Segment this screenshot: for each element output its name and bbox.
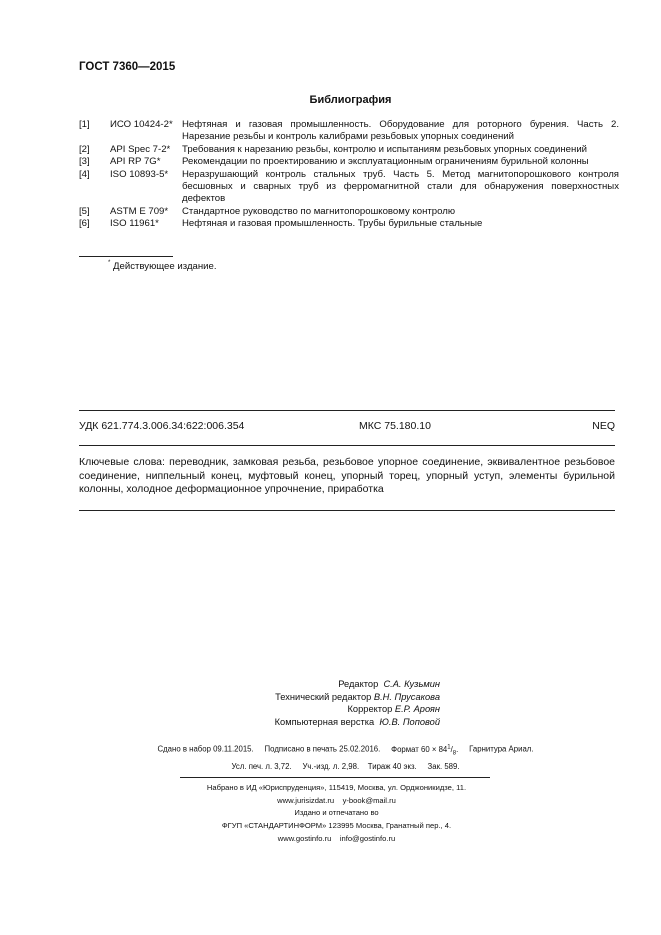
divider xyxy=(79,510,615,511)
format-denominator: 8 xyxy=(452,750,457,757)
divider xyxy=(79,445,615,446)
credit-role: Редактор xyxy=(338,679,379,689)
typeface: Гарнитура Ариал. xyxy=(469,744,534,754)
credit-line xyxy=(140,716,440,729)
credit-role: Корректор xyxy=(347,704,393,715)
mks-code: МКС 75.180.10 xyxy=(359,420,431,432)
entry-reference: ИСО 10424-2* xyxy=(110,119,173,130)
publisher-email-link[interactable]: y-book@mail.ru xyxy=(342,795,396,805)
entry-description: Нефтяная и газовая промышленность. Оборудование для роторного бурения. Часть 2. Нарезание резьбы и контроль калибрами резьбовых упорных соединений xyxy=(182,119,619,143)
credit-name: С.А. Кузьмин xyxy=(383,679,440,689)
submitted-date: Сдано в набор 09.11.2015. xyxy=(157,744,254,754)
credit-role: Технический редактор xyxy=(275,691,372,702)
entry-number: [6] xyxy=(79,218,90,230)
bibliography-entry xyxy=(79,119,619,144)
printer-site-link[interactable]: www.gostinfo.ru xyxy=(277,833,332,843)
credits xyxy=(140,678,440,729)
entry-number: [2] xyxy=(79,143,90,155)
publisher-line: Издано и отпечатано во xyxy=(294,808,379,818)
credit-role: Компьютерная верстка xyxy=(274,717,375,728)
bibliography-title: Библиография xyxy=(309,94,392,106)
entry-number: [3] xyxy=(79,156,90,168)
credit-line xyxy=(140,678,440,691)
copies: Тираж 40 экз. xyxy=(367,762,417,772)
entry-reference: ISO 10893-5* xyxy=(110,168,169,180)
entry-reference: ISO 11961* xyxy=(110,218,159,230)
publisher-site-link[interactable]: www.jurisizdat.ru xyxy=(277,795,335,805)
udk-code: УДК 621.774.3.006.34:622:006.354 xyxy=(79,420,245,432)
bibliography-list xyxy=(79,119,619,231)
credit-name: Е.Р. Ароян xyxy=(394,704,440,715)
publishing-sheets: Уч.-изд. л. 2,98. xyxy=(302,762,360,772)
bibliography-entry xyxy=(79,169,619,206)
printer-email-link[interactable]: info@gostinfo.ru xyxy=(339,833,396,843)
entry-description: Стандартное руководство по магнитопорошковому контролю xyxy=(182,205,456,217)
bibliography-entry xyxy=(79,218,619,230)
keywords: Ключевые слова: переводник, замковая резьба, резьбовое упорное соединение, эквивалентное резьбовое соединение, ниппельный конец, муфтовый конец, упорный торец, упорный уступ, элементы бурильной колонны, холодное деформационное упрочнение, приработка xyxy=(79,456,615,496)
print-info xyxy=(0,740,661,774)
print-info-line-2 xyxy=(30,760,661,774)
format-numerator: 1 xyxy=(447,744,451,750)
credit-line xyxy=(140,703,440,716)
print-info-line-1 xyxy=(30,740,661,760)
printer-contacts xyxy=(12,833,661,846)
divider xyxy=(180,777,490,778)
document-code: ГОСТ 7360—2015 xyxy=(79,61,176,73)
entry-reference: API RP 7G* xyxy=(110,156,161,168)
footnote-text: Действующее издание. xyxy=(113,261,217,272)
entry-reference: API Spec 7-2* xyxy=(110,143,171,155)
order-number: Зак. 589. xyxy=(427,762,460,772)
neq-mark: NEQ xyxy=(592,420,615,432)
credit-line xyxy=(140,691,440,704)
signed-date: Подписано в печать 25.02.2016. xyxy=(264,744,381,754)
format-prefix: Формат 60 × 84 xyxy=(391,744,448,754)
print-sheets: Усл. печ. л. 3,72. xyxy=(231,762,292,772)
footnote xyxy=(108,261,217,272)
entry-description: Нефтяная и газовая промышленность. Трубы бурильные стальные xyxy=(182,218,483,230)
credit-name: В.Н. Прусакова xyxy=(373,691,440,702)
bibliography-entry xyxy=(79,206,619,218)
publisher-contacts xyxy=(12,795,661,808)
footnote-separator xyxy=(79,256,173,257)
entry-description: Неразрушающий контроль стальных труб. Часть 5. Метод магнитопорошкового контроля бесшовных и сварных труб из ферромагнитной стали для обнаружения поверхностных дефектов xyxy=(182,168,619,205)
footnote-marker: * xyxy=(108,260,111,266)
entry-description: Требования к нарезанию резьбы, контролю и испытаниям резьбовых упорных соединений xyxy=(182,143,588,155)
publisher-line: ФГУП «СТАНДАРТИНФОРМ» 123995 Москва, Гранатный пер., 4. xyxy=(221,821,452,831)
publisher-line: Набрано в ИД «Юриспруденция», 115419, Москва, ул. Орджоникидзе, 11. xyxy=(206,783,467,792)
entry-number: [1] xyxy=(79,119,90,130)
bibliography-entry xyxy=(79,144,619,156)
divider xyxy=(79,410,615,411)
format: Формат $60 \times 84^1/_8$. xyxy=(391,744,459,757)
publisher-info xyxy=(0,782,661,846)
bibliography-entry xyxy=(79,156,619,168)
credit-name: Ю.В. Поповой xyxy=(379,717,440,728)
entry-number: [4] xyxy=(79,168,90,180)
entry-reference: ASTM E 709* xyxy=(110,205,169,217)
entry-number: [5] xyxy=(79,205,90,217)
entry-description: Рекомендации по проектированию и эксплуатационным ограничениям бурильной колонны xyxy=(182,156,589,168)
